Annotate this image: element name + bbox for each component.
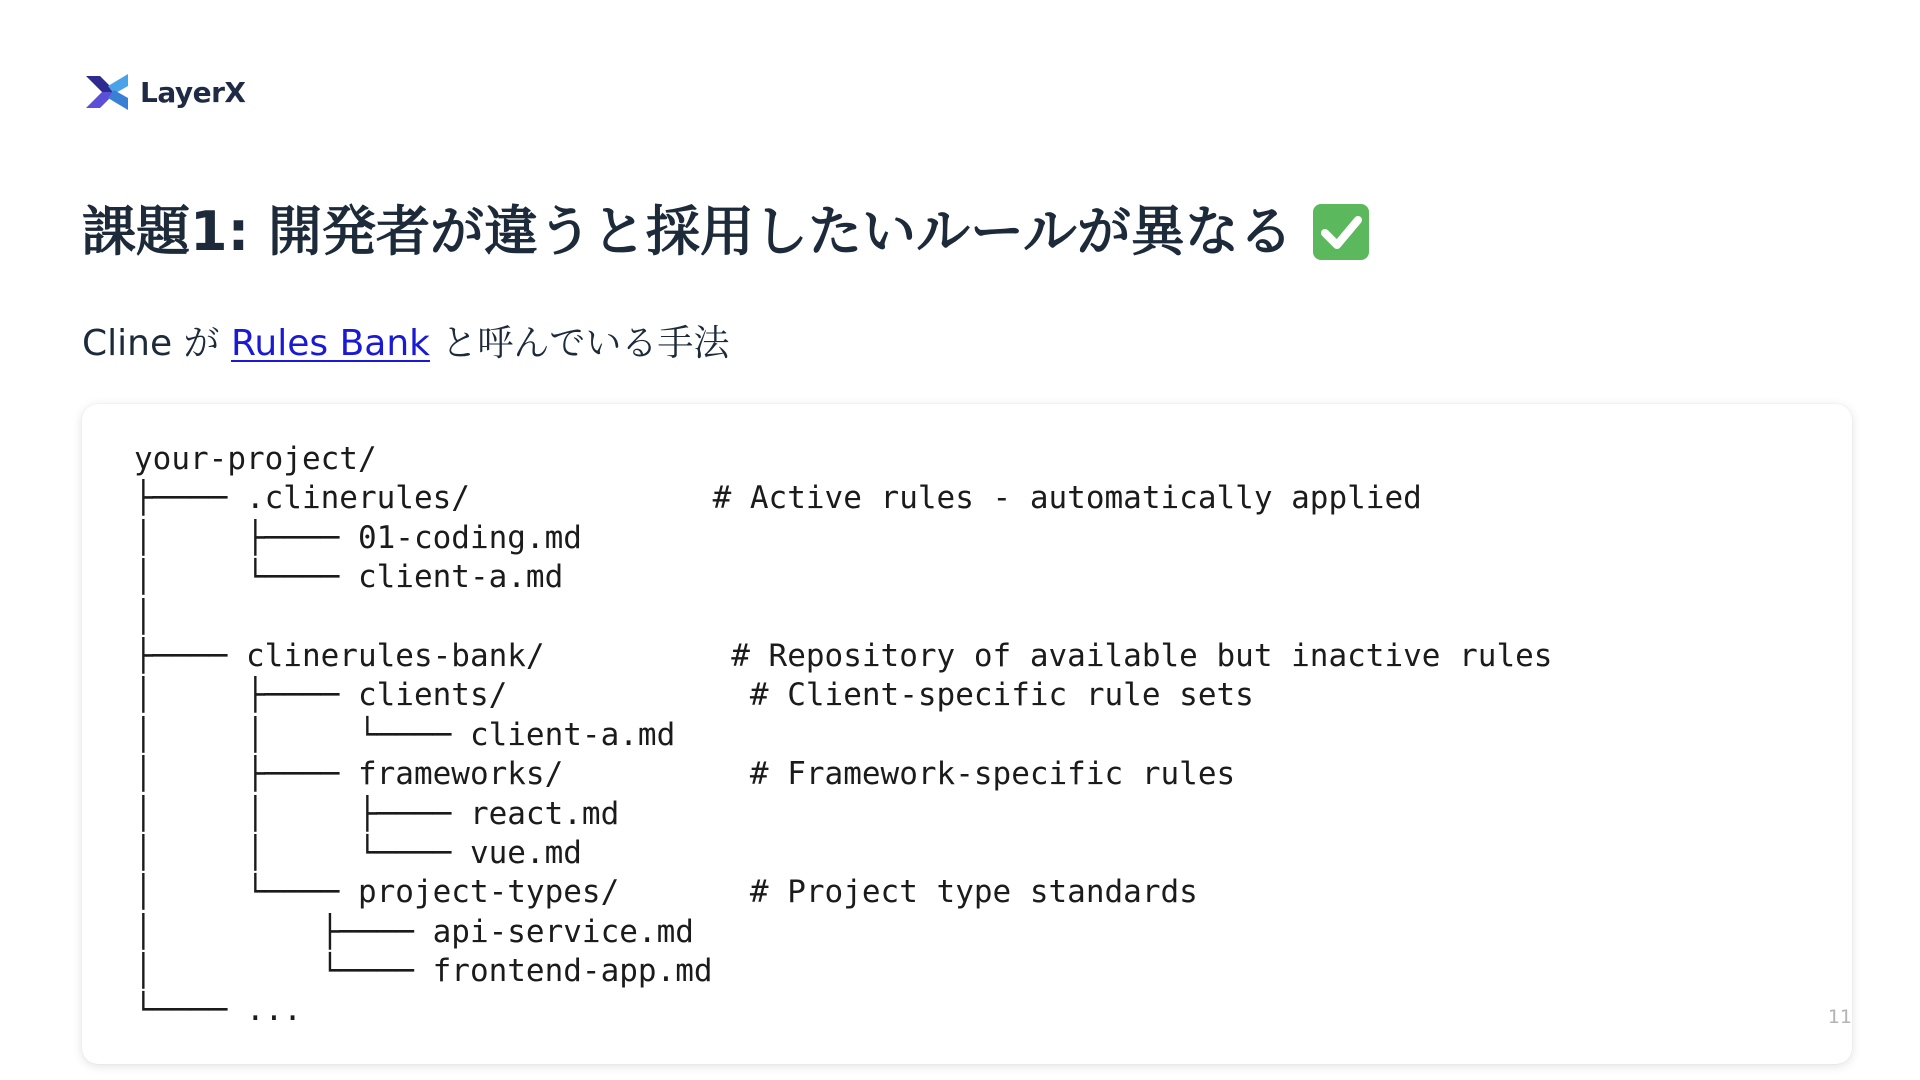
check-mark-button-icon [1313,204,1369,260]
tree-line: ├──── clinerules-bank/ # Repository of available but inactive rules [134,637,1553,674]
directory-tree [134,440,1552,1031]
page-number: 11 [1827,1006,1852,1028]
tree-line: └──── ... [134,992,302,1029]
layerx-logo-icon [84,72,130,112]
tree-line: │ │ └──── client-a.md [134,716,676,753]
tree-line: your-project/ [134,441,377,477]
subtitle-prefix: Cline が [82,323,231,364]
slide-subtitle [82,318,729,370]
slide-title-text: 課題1: 開発者が違うと採用したいルールが異なる [82,200,1293,263]
slide-title [82,196,1369,268]
tree-line: │ ├──── clients/ # Client-specific rule sets [134,677,1254,714]
tree-line: ├──── .clinerules/ # Active rules - automatically applied [134,480,1422,517]
rules-bank-link[interactable]: Rules Bank [231,323,430,364]
layerx-logo [84,70,246,114]
tree-line: │ │ └──── vue.md [134,834,582,871]
tree-line: │ └──── frontend-app.md [134,953,713,990]
tree-line: │ └──── project-types/ # Project type standards [134,874,1198,911]
tree-line: │ ├──── api-service.md [134,913,694,950]
tree-line: │ └──── client-a.md [134,559,564,596]
code-block-card [82,404,1852,1064]
tree-line: │ ├──── frameworks/ # Framework-specific rules [134,756,1236,793]
tree-line: │ ├──── 01-coding.md [134,519,582,556]
tree-line: │ │ ├──── react.md [134,795,620,832]
tree-line: │ [134,598,153,635]
subtitle-suffix: と呼んでいる手法 [429,323,730,364]
logo-wordmark: LayerX [140,75,246,109]
